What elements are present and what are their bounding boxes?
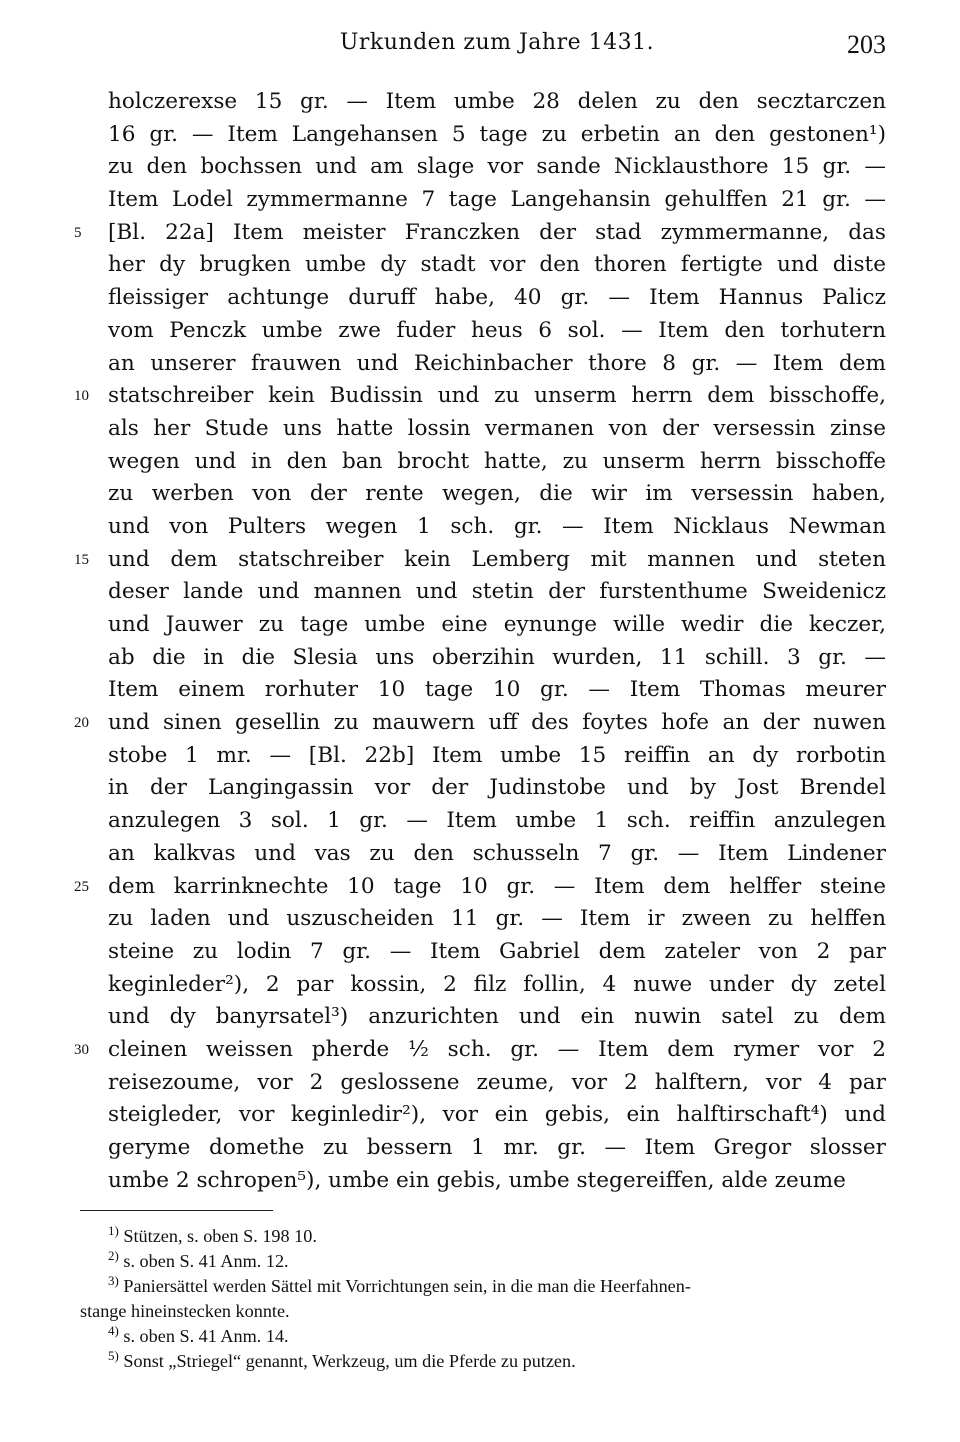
text-line <box>108 1165 886 1198</box>
text-line <box>74 544 886 577</box>
line-text: stobe 1 mr. — [Bl. 22b] Item umbe 15 reiffin an dy rorbotin <box>108 742 886 768</box>
line-text: steine zu lodin 7 gr. — Item Gabriel dem zateler von 2 par <box>108 938 886 964</box>
line-number: 20 <box>74 715 89 732</box>
footnote-text: s. oben S. 41 Anm. 14. <box>123 1326 289 1346</box>
line-text: holczerexse 15 gr. — Item umbe 28 delen zu den secztarczen <box>108 89 886 114</box>
footnote-mark: 1) <box>108 1222 119 1238</box>
running-head: Urkunden zum Jahre 1431. <box>339 30 655 55</box>
line-text: her dy brugken umbe dy stadt vor den thoren fertigte und diste <box>108 252 886 278</box>
page-header <box>108 30 886 70</box>
line-text: und sinen gesellin zu mauwern uff des foytes hofe an der nuwen <box>108 710 886 736</box>
line-text: 16 gr. — Item Langehansen 5 tage zu erbetin an den gestonen¹) <box>108 121 886 147</box>
text-line <box>108 772 886 805</box>
footnote <box>108 1324 886 1349</box>
line-text: deser lande und mannen und stetin der furstenthume Sweidenicz <box>108 579 886 605</box>
text-line <box>108 609 886 642</box>
text-line <box>108 1099 886 1132</box>
text-line <box>108 86 886 119</box>
text-line <box>108 838 886 871</box>
text-line <box>108 1132 886 1165</box>
text-line <box>74 217 886 250</box>
line-text: umbe 2 schropen⁵), umbe ein gebis, umbe stegereiffen, alde zeume <box>108 1167 846 1193</box>
page-number: 203 <box>847 30 886 59</box>
line-text: zu laden und uszuscheiden 11 gr. — Item ir zween zu helffen <box>108 906 886 932</box>
line-text: Item einem rorhuter 10 tage 10 gr. — Item Thomas meurer <box>108 677 886 703</box>
text-line <box>108 936 886 969</box>
footnote <box>80 1299 886 1324</box>
text-line <box>108 413 886 446</box>
text-line <box>108 642 886 675</box>
footnote <box>108 1249 886 1274</box>
line-text: in der Langingassin vor der Judinstobe und by Jost Brendel <box>108 775 886 801</box>
line-text: und dem statschreiber kein Lemberg mit mannen und steten <box>108 546 886 572</box>
text-line <box>108 478 886 511</box>
text-line <box>108 969 886 1002</box>
line-number: 25 <box>74 878 89 895</box>
text-line <box>108 805 886 838</box>
footnote-mark: 5) <box>108 1347 119 1363</box>
text-line <box>108 1067 886 1100</box>
line-text: reisezoume, vor 2 geslossene zeume, vor 2 halftern, vor 4 par <box>108 1069 886 1095</box>
line-text: cleinen weissen pherde ½ sch. gr. — Item dem rymer vor 2 <box>108 1036 886 1062</box>
line-number: 5 <box>74 224 82 241</box>
line-text: wegen und in den ban brocht hatte, zu unserm herrn bisschoffe <box>108 448 886 474</box>
line-text: geryme domethe zu bessern 1 mr. gr. — Item Gregor slosser <box>108 1135 886 1160</box>
line-text: als her Stude uns hatte lossin vermanen von der versessin zinse <box>108 415 886 441</box>
line-text: vom Penczk umbe zwe fuder heus 6 sol. — Item den torhutern <box>108 317 886 343</box>
line-text: [Bl. 22a] Item meister Franczken der stad zymmermanne, das <box>108 219 886 245</box>
line-text: Item Lodel zymmermanne 7 tage Langehansin gehulffen 21 gr. — <box>108 187 886 213</box>
text-line <box>108 249 886 282</box>
text-line <box>74 1034 886 1067</box>
line-text: zu werben von der rente wegen, die wir im versessin haben, <box>108 481 886 507</box>
text-line <box>108 184 886 217</box>
line-text: zu den bochssen und am slage vor sande Nicklausthore 15 gr. — <box>108 154 886 180</box>
footnote-mark: 3) <box>108 1272 119 1288</box>
footnote-text: Stützen, s. oben S. 198 10. <box>123 1226 317 1246</box>
text-line <box>108 576 886 609</box>
footnote-mark: 4) <box>108 1322 119 1338</box>
text-line <box>108 315 886 348</box>
footnote-rule <box>80 1210 273 1211</box>
line-text: an unserer frauwen und Reichinbacher thore 8 gr. — Item dem <box>108 350 886 376</box>
footnote <box>108 1224 886 1249</box>
footnote-text: Paniersättel werden Sättel mit Vorrichtungen sein, in die man die Heerfahnen- <box>123 1276 691 1296</box>
text-line <box>108 151 886 184</box>
text-line <box>108 119 886 152</box>
text-line <box>108 674 886 707</box>
line-number: 30 <box>74 1041 89 1058</box>
line-text: dem karrinknechte 10 tage 10 gr. — Item dem helffer steine <box>108 873 886 899</box>
footnote-text: s. oben S. 41 Anm. 12. <box>123 1251 289 1271</box>
line-number: 10 <box>74 388 89 405</box>
text-line <box>108 282 886 315</box>
body-text <box>74 86 886 1197</box>
text-line <box>74 871 886 904</box>
line-text: und Jauwer zu tage umbe eine eynunge wille wedir die keczer, <box>108 612 886 637</box>
footnote-text: Sonst „Striegel“ genannt, Werkzeug, um die Pferde zu putzen. <box>123 1351 576 1371</box>
line-text: keginleder²), 2 par kossin, 2 filz follin, 4 nuwe under dy zetel <box>108 971 886 997</box>
text-line <box>108 511 886 544</box>
text-line <box>108 740 886 773</box>
line-text: steigleder, vor keginledir²), vor ein gebis, ein halftirschaft⁴) und <box>108 1102 886 1128</box>
line-text: und von Pulters wegen 1 sch. gr. — Item Nicklaus Newman <box>108 513 886 539</box>
text-line <box>108 348 886 381</box>
line-text: an kalkvas und vas zu den schusseln 7 gr. — Item Lindener <box>108 840 886 866</box>
line-text: und dy banyrsatel³) anzurichten und ein nuwin satel zu dem <box>108 1004 886 1030</box>
footnote <box>108 1274 886 1299</box>
text-line <box>74 707 886 740</box>
line-text: ab die in die Slesia uns oberzihin wurden, 11 schill. 3 gr. — <box>108 644 886 670</box>
text-line <box>74 380 886 413</box>
footnote <box>108 1349 886 1374</box>
line-number: 15 <box>74 551 89 568</box>
text-line <box>108 446 886 479</box>
line-text: fleissiger achtunge duruff habe, 40 gr. — Item Hannus Palicz <box>108 285 886 311</box>
line-text: statschreiber kein Budissin und zu unserm herrn dem bisschoffe, <box>108 383 886 409</box>
text-line <box>108 903 886 936</box>
footnote-mark: 2) <box>108 1247 119 1263</box>
footnote-text: stange hineinstecken konnte. <box>80 1301 290 1321</box>
line-text: anzulegen 3 sol. 1 gr. — Item umbe 1 sch. reiffin anzulegen <box>108 808 886 834</box>
text-line <box>108 1001 886 1034</box>
footnotes <box>80 1222 886 1374</box>
